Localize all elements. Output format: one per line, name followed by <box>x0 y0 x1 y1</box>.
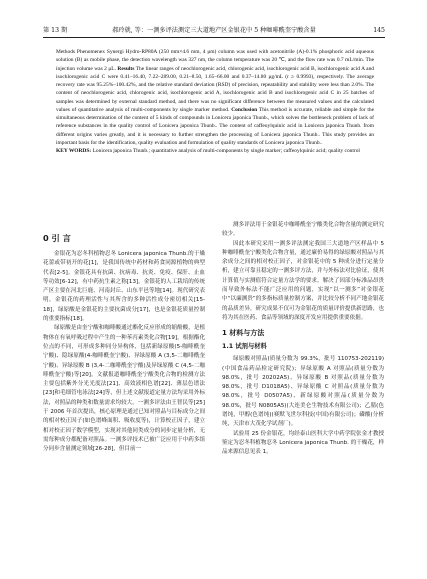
english-abstract <box>56 48 374 155</box>
intro-paragraph-2: 绿原酸是由奎宁酸和咖啡酸通过酯化反应形成的缩酚酸，是植物体在有氧呼吸过程中产生的一种苯丙素类化合物[19]，根据酯化位点的不同，可形成多种同分异构体，包括新绿原酸(5-咖啡酰奎宁酸)、隐绿原酸(4-咖啡酰奎宁酸)、异绿原酸 A (3,5-二咖啡酰奎宁酸)、异绿原酸 B (3,4-二咖啡酰奎宁酸)及异绿原酸 C (4,5-二咖啡酰奎宁酸)等[20]。文献报道咖啡酰奎宁酸类化合物的检测方法主要包括紫外分光光度法[21]、高效液相色谱[22]、薄层色谱法[23]和毛细管电泳法[24]等，但上述文献报道定量方法均采用外标法，对照品的种类和数量需求均较大。一测多评法由王智民等[25]于 2006 年首次提出，核心原理是通过已知对照品与目标成分之间的相对校正因子(如色谱峰面积、吸收度等)，计算校正因子，建立相对校正因子数学模型，实现对其他同类成分的同步定量分析，无需每种成分都配备对照品。一测多评技术已被广泛应用于中药多组分同步含量测定领域[26-28]，但目前一 <box>43 325 205 453</box>
right-paragraph-1: 测多评法用于金银花中咖啡酰奎宁酸类化合物含量的测定研究较少。 <box>222 222 384 238</box>
abstract-text-3: This method is accurate, reliable and simple for the simultaneous determination of the content of 5 kinds of compounds in Lonicera japonica Thunb., which solves the bottleneck problem of lack of reference substances in the quality control of Lonicera japonica Thunb.. The content of caffeoylquinic acid in Lonicera japonica Thunb. from different origins varies greatly, and it is necessary to further strengthen the processing of Lonicera japonica Thunb.. This study provides an important basis for the identification, quality evaluation and formulation of quality standards of Lonicera japonica Thunb.. <box>56 106 374 146</box>
abstract-text-2: The linear ranges of neochlorogenic acid, chlorogenic acid, isochlorogenic acid B, isochlorogenic acid A and isochlorogenic acid C were 0.41–16.40, 7.22–289.00, 0.21–8.50, 1.65–66.00 and 0.37–14.80 μg/mL (r ≥ 0.9993), respectively. The average recovery rate was 95.25%–100.42%, and the relative standard deviation (RSD) of precision, repeatability and stability were less than 2.0%. The content of neochlorogenic acid, chlorogenic acid, isochlorogenic acid A, isochlorogenic acid B and isochlorogenic acid C in 25 batches of samples was determined by external standard method, and there was no significant difference between the measured values and the calculated values of quantitative analysis of multi-components by single marker method. <box>56 65 375 113</box>
reagents-paragraph: 绿原酸对照品(质量分数为 99.3%，批号 110753-202119) (中国食品药品检定研究院)；异绿原酸 A 对照品(质量分数为 98.0%，批号 20202A5)、异绿原酸 B 对照品(质量分数为 98.0%，批号 D1018A5)、异绿原酸 C 对照品(质量分数为 98.0%，批号 D0507A5)、新绿原酸对照品(质量分数为 98.0%，批号 N0805A5)(大连美仑生物技术有限公司)；乙腈(色谱纯，甲醇(色谱纯)(赛默飞世尔科技(中国)有限公司)；磷酸(分析纯，天津市大茂化学试剂厂)。 <box>222 356 384 428</box>
conclusion-label: Conclusion <box>231 106 258 113</box>
results-label: Results <box>117 65 135 72</box>
abstract-text-1: Methods Phenomenex Synergi Hydro-RP80A (250 mm×4.6 mm, 4 μm) column was used with acetonitrile (A)-0.1% phosphoric acid aqueous solution (B) as mobile phase, the detection wavelength was 327 nm, the column temperature was 20 ℃, and the flow rate was 0.7 mL/min. The injection volume was 2 μL. <box>56 49 374 72</box>
samples-paragraph: 试验用 25 份金银花，均经泰山医科大学中药学院张金才教授鉴定为忍冬科植物忍冬 Lonicera japonica Thunb. 的干燥花，样品来源信息见表 1。 <box>222 430 384 456</box>
right-paragraph-2: 因此本研究采用一测多评法测定我国三大道地产区样品中 5 种咖啡酰奎宁酸类化合物含量，通过廉价易得的绿原酸对照品与其余成分之间的相对校正因子，对金银花中的 5 种成分进行定量分析，建立可靠且稳定的一测多评方法，并与外标法对比验证，使其计算值与实测值符合定量方法学的要求。解决了因部分标准品昂贵而导致外标法不能广泛应用的问题，实现“以一测多”对金银花中“以廉测贵”的多指标质量控制方案，并比较分析不同产地金银花的品质差异，研究成果不仅可为金银花的质量评价提供新思路，也将为其在医药、食品等领域的深度开发应用提供重要依据。 <box>222 240 384 321</box>
running-header <box>43 25 385 38</box>
section-heading-introduction: 0 引 言 <box>43 233 71 243</box>
keywords-text: Lonicera japonica Thunb.; quantitative analysis of multi-components by single marker; caffeoylquinic acid; quality control <box>92 148 360 154</box>
left-column <box>43 231 205 455</box>
keywords-label: KEY WORDS: <box>56 148 92 154</box>
right-column <box>222 221 384 458</box>
article-short-title: 郝玲就, 等：一测多评法测定三大道地产区金银花中 5 种咖啡酰奎宁酸含量 <box>112 27 316 34</box>
issue-number: 第 13 期 <box>43 27 68 34</box>
intro-paragraph-1: 金银花为忍冬科植物忍冬 Lonicera japonica Thunb.的干燥花蕾或带初开的花[1]，是我国传统中药材和药食同源植物的典型代表[2-5]。金银花具有抗菌、抗病毒、抗炎、免疫、保肝、止血等功效[6-12]，有中药抗生素之称[13]。金银花的人工栽培的传统产区主要在河北巨鹿、河南封丘、山东平邑等地[14]。现代研究表明，金银花的药理活性与其所含的多种活性成分密切相关[15-18]，绿原酸是金银花的主要抗菌成分[17]，也是金银花质量控制的重要指标[18]。 <box>43 251 205 323</box>
page-number: 145 <box>373 27 385 34</box>
section-heading-materials: 1 材料与方法 <box>222 329 265 338</box>
subsection-heading-reagents: 1.1 试剂与材料 <box>222 343 267 351</box>
